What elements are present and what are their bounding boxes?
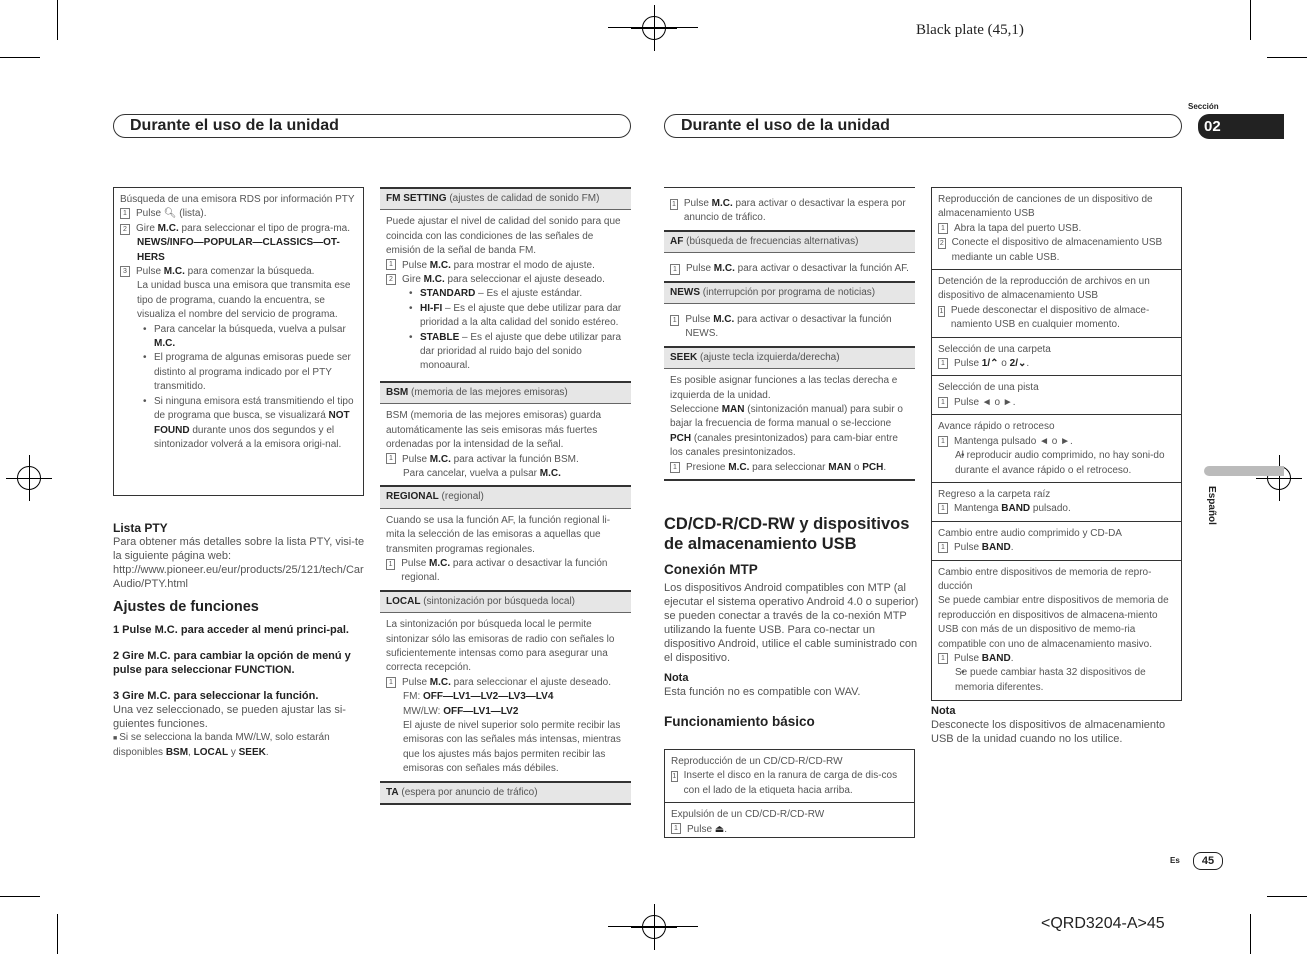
- usb-play-section: [932, 188, 1181, 269]
- page-header-left: [113, 114, 631, 138]
- chevron-down-icon: ⌄: [1018, 358, 1027, 370]
- bsm-section: [380, 404, 631, 485]
- list-item: 1 Mantenga pulsado ◄ o ►.: [938, 435, 1175, 449]
- box-title: Cambio entre audio comprimido y CD-DA: [938, 527, 1122, 539]
- column-3-body: [664, 187, 915, 481]
- step-1: 1 Pulse M.C. para acceder al menú princi-pal.: [113, 623, 349, 636]
- usb-stop-section: [932, 269, 1181, 337]
- step-2: 2 Gire M.C. para cambiar la opción de menú y pulse para seleccionar FUNCTION.: [113, 649, 351, 676]
- section-number: 02: [1204, 118, 1221, 135]
- language-code: Es: [1170, 856, 1180, 865]
- list-item: 1 Inserte el disco en la ranura de carga de dis-cos con el lado de la etiqueta hacia arriba.: [672, 770, 898, 796]
- paragraph: La sintonización por búsqueda local le permite sintonizar sólo las emisoras de radio con señales lo suficientemente intensas como para asegurar una correcta recepción.: [386, 619, 615, 674]
- paragraph: BSM (memoria de las mejores emisoras) guarda automáticamente las seis emisoras más fuertes ordenadas por la intensidad de la señal.: [386, 410, 602, 451]
- registration-mark: [17, 466, 41, 490]
- crop-mark: [0, 896, 40, 897]
- crop-mark: [1250, 0, 1251, 40]
- box-title: Avance rápido o retroceso: [938, 421, 1055, 433]
- list-item: 1 Pulse M.C. para activar o desactivar la espera por anuncio de tráfico.: [671, 198, 906, 224]
- box-title: Expulsión de un CD/CD-R/CD-RW: [671, 809, 825, 821]
- list-item: 1 Puede desconectar el dispositivo de almace-namiento USB en cualquier momento.: [939, 304, 1150, 331]
- crop-mark: [1250, 914, 1251, 954]
- crop-mark: [0, 57, 40, 58]
- regional-header: REGIONAL (regional): [380, 485, 631, 508]
- bullet-item: • STANDARD – Es el ajuste estándar.: [386, 287, 625, 301]
- section-label: Sección: [1188, 102, 1219, 111]
- header-title: Durante el uso de la unidad: [681, 117, 890, 134]
- bsm-header: BSM (memoria de las mejores emisoras): [380, 381, 631, 404]
- step-description: Para cancelar, vuelva a pulsar M.C.: [403, 467, 561, 479]
- section-heading: Ajustes de funciones: [113, 599, 259, 616]
- registration-mark: [642, 16, 666, 40]
- list-item: 2 Gire M.C. para seleccionar el tipo de progra-ma.: [120, 222, 357, 236]
- note-text: Esta función no es compatible con WAV.: [664, 686, 861, 699]
- crop-mark: [1267, 896, 1307, 897]
- track-select-section: [932, 375, 1181, 414]
- fast-forward-section: [932, 414, 1181, 482]
- paragraph: Para obtener más detalles sobre la lista PTY, visi-te la siguiente página web:: [113, 536, 365, 563]
- cd-usb-section: [664, 514, 919, 730]
- memory-switch-section: [932, 560, 1181, 700]
- bullet-item: • Se puede cambiar hasta 32 dispositivos de memoria diferentes.: [938, 666, 1175, 695]
- document-code: <QRD3204-A>45: [1041, 915, 1165, 932]
- local-section: [380, 613, 631, 780]
- usb-box: [931, 187, 1182, 701]
- list-item: 1 Pulse M.C. para activar o desactivar la función regional.: [386, 557, 625, 586]
- column-2-body: [380, 187, 631, 805]
- list-item: 1 Pulse M.C. para mostrar el modo de ajuste.: [386, 259, 625, 273]
- paragraph: Puede ajustar el nivel de calidad del sonido para que coincida con las condiciones de las señales de emisión de la señal de banda FM.: [386, 216, 621, 257]
- cd-eject-section: [665, 802, 914, 841]
- cd-basic-box: [664, 749, 915, 838]
- side-tab-bar: [1204, 466, 1284, 476]
- box-title: Reproducción de canciones de un dispositivo de almacenamiento USB: [938, 194, 1153, 220]
- list-item: 1 Pulse M.C. para activar la función BSM.: [386, 453, 625, 467]
- bullet-item: • Para cancelar la búsqueda, vuelva a pulsar M.C.: [120, 323, 357, 352]
- root-folder-section: [932, 482, 1181, 521]
- url-link[interactable]: http://www.pioneer.eu/eur/products/25/121/tech/CarAudio/PTY.html: [113, 564, 364, 591]
- folder-select-section: [932, 337, 1181, 376]
- news-header: NEWS (interrupción por programa de noticias): [664, 281, 915, 304]
- search-icon: 🔍︎: [163, 208, 177, 220]
- local-header: LOCAL (sintonización por búsqueda local): [380, 590, 631, 613]
- box-title: Selección de una carpeta: [938, 343, 1051, 355]
- list-item: 1 Pulse 🔍︎ (lista).: [120, 207, 357, 221]
- header-title: Durante el uso de la unidad: [130, 117, 339, 134]
- section-heading: CD/CD-R/CD-RW y dispositivos de almacenamiento USB: [664, 515, 910, 553]
- box-title: Búsqueda de una emisora RDS por información PTY: [120, 194, 355, 205]
- box-title: Reproducción de un CD/CD-R/CD-RW: [671, 756, 843, 767]
- list-item: 1 Pulse M.C. para activar o desactivar la función AF.: [670, 262, 909, 276]
- box-title: Selección de una pista: [938, 382, 1039, 394]
- bullet-item: • STABLE – Es el ajuste que debe utilizar para dar prioridad al ruido bajo del sonido monoaural.: [386, 331, 625, 377]
- pty-search-box: [113, 187, 364, 496]
- crop-mark: [608, 926, 698, 927]
- list-item: 3 Pulse M.C. para comenzar la búsqueda.: [120, 265, 357, 279]
- list-item: 1 Pulse M.C. para activar o desactivar la función NEWS.: [670, 313, 909, 342]
- ta-header: TA (espera por anuncio de tráfico): [380, 781, 631, 805]
- list-item: 1 Pulse ◄ o ►.: [938, 396, 1175, 410]
- column-1-body: [113, 521, 365, 760]
- page-number: 45: [1201, 855, 1215, 867]
- plate-label: Black plate (45,1): [916, 22, 1024, 38]
- crop-mark: [1267, 57, 1307, 58]
- chevron-up-icon: ⌃: [990, 358, 999, 370]
- paragraph: Es posible asignar funciones a las teclas derecha e izquierda de la unidad.: [670, 375, 898, 401]
- list-item: 1 Pulse BAND.: [938, 652, 1175, 666]
- box-title: Regreso a la carpeta raíz: [938, 488, 1051, 500]
- list-item: 1 Abra la tapa del puerto USB.: [938, 222, 1175, 236]
- fm-setting-section: [380, 210, 631, 380]
- seek-section: [664, 369, 915, 481]
- bullet-item: • Al reproducir audio comprimido, no hay soni-do durante el avance rápido o el retroceso.: [938, 449, 1175, 478]
- list-item: 1 Presione M.C. para seleccionar MAN o PCH.: [670, 461, 909, 475]
- list-item: 2 Gire M.C. para seleccionar el ajuste deseado.: [386, 273, 625, 287]
- crop-mark: [57, 0, 58, 40]
- bullet-item: • Si ninguna emisora está transmitiendo el tipo de programa que busca, se visualizará NOT FOUND durante unos dos segundos y el sintonizador volverá a la emisora origi-nal.: [120, 395, 357, 453]
- list-item: 1 Pulse BAND.: [938, 541, 1175, 555]
- list-item: 1 Mantenga BAND pulsado.: [938, 502, 1175, 516]
- bullet-item: • HI-FI – Es el ajuste que debe utilizar para dar prioridad a la alta calidad del sonido estéreo.: [386, 302, 625, 331]
- ta-section: [664, 187, 915, 230]
- option-list: FM: OFF—LV1—LV2—LV3—LV4: [403, 691, 554, 703]
- list-item: 1 Pulse 1/⌃ o 2/⌄.: [938, 357, 1175, 371]
- subsection-heading: Conexión MTP: [664, 562, 758, 577]
- subsection-heading: Funcionamiento básico: [664, 714, 815, 730]
- option-list: MW/LW: OFF—LV1—LV2: [403, 705, 519, 717]
- crop-mark: [57, 914, 58, 954]
- bullet-item: • El programa de algunas emisoras puede ser distinto al programa indicado por el PTY transmitido.: [120, 351, 357, 394]
- crop-mark: [608, 27, 698, 28]
- note-text: Desconecte los dispositivos de almacenamiento USB de la unidad cuando no los utilice.: [931, 719, 1166, 745]
- list-item: 1 Pulse ⏏.: [671, 823, 908, 837]
- news-section: [664, 304, 915, 346]
- step-description: El ajuste de nivel superior solo permite recibir las emisoras con las señales más intensas, mientras que los ajustes más bajos permiten recibir las emisoras con señales más débiles.: [403, 720, 621, 775]
- af-section: [664, 253, 915, 280]
- note: ■ Si se selecciona la banda MW/LW, solo estarán disponibles BSM, LOCAL y SEEK.: [113, 731, 330, 758]
- list-item: 1 Pulse M.C. para seleccionar el ajuste deseado.: [386, 676, 625, 690]
- box-title: Detención de la reproducción de archivos en un dispositivo de almacenamiento USB: [938, 276, 1150, 302]
- audio-switch-section: [932, 521, 1181, 560]
- step-3: 3 Gire M.C. para seleccionar la función.: [113, 689, 319, 702]
- step-description: La unidad busca una emisora que transmita ese tipo de programa, cuando la encuentra, se visualiza el nombre del servicio de programa.: [137, 280, 351, 321]
- paragraph: Los dispositivos Android compatibles con MTP (al ejecutar el sistema operativo Android 4.0 o superior) se pueden conectar a través de la co-nexión MTP utilizando la fuente USB. Para co-nectar un dispositivo Android, utilice el cable suministrado con el dispositivo.: [664, 582, 919, 665]
- list-item: 2 Conecte el dispositivo de almacenamiento USB mediante un cable USB.: [939, 237, 1163, 263]
- box-title: Cambio entre dispositivos de memoria de repro-ducción: [938, 566, 1152, 592]
- note-heading: Nota: [931, 705, 956, 717]
- option-list: NEWS/INFO—POPULAR—CLASSICS—OT-HERS: [137, 237, 340, 263]
- cd-play-section: [665, 750, 914, 802]
- paragraph: Cuando se usa la función AF, la función regional li-mita la selección de las emisoras a aquellas que transmiten programas regionales.: [386, 514, 611, 555]
- paragraph: Una vez seleccionado, se pueden ajustar las si-guientes funciones.: [113, 703, 346, 730]
- fm-setting-header: FM SETTING (ajustes de calidad de sonido FM): [380, 187, 631, 210]
- note-heading: Nota: [664, 672, 689, 685]
- paragraph: Seleccione MAN (sintonización manual) para subir o bajar la frecuencia de forma manual o se-leccione PCH (canales presintonizados) para cam-biar entre los canales presintonizados.: [670, 404, 903, 459]
- page-header-right: [664, 114, 1182, 138]
- section-heading: Lista PTY: [113, 521, 168, 535]
- page-number-badge: [1193, 852, 1223, 870]
- registration-mark: [642, 915, 666, 939]
- eject-icon: ⏏: [714, 823, 725, 835]
- af-header: AF (búsqueda de frecuencias alternativas): [664, 230, 915, 253]
- usb-note: [931, 704, 1183, 746]
- seek-header: SEEK (ajuste tecla izquierda/derecha): [664, 346, 915, 369]
- regional-section: [380, 509, 631, 590]
- section-number-badge: [1198, 114, 1284, 139]
- side-tab-label: Español: [1205, 486, 1217, 525]
- paragraph: Se puede cambiar entre dispositivos de memoria de reproducción en dispositivos de almacena-miento USB con más de un dispositivo de memo-ria compatible con uno de almacenamiento masivo.: [938, 595, 1169, 650]
